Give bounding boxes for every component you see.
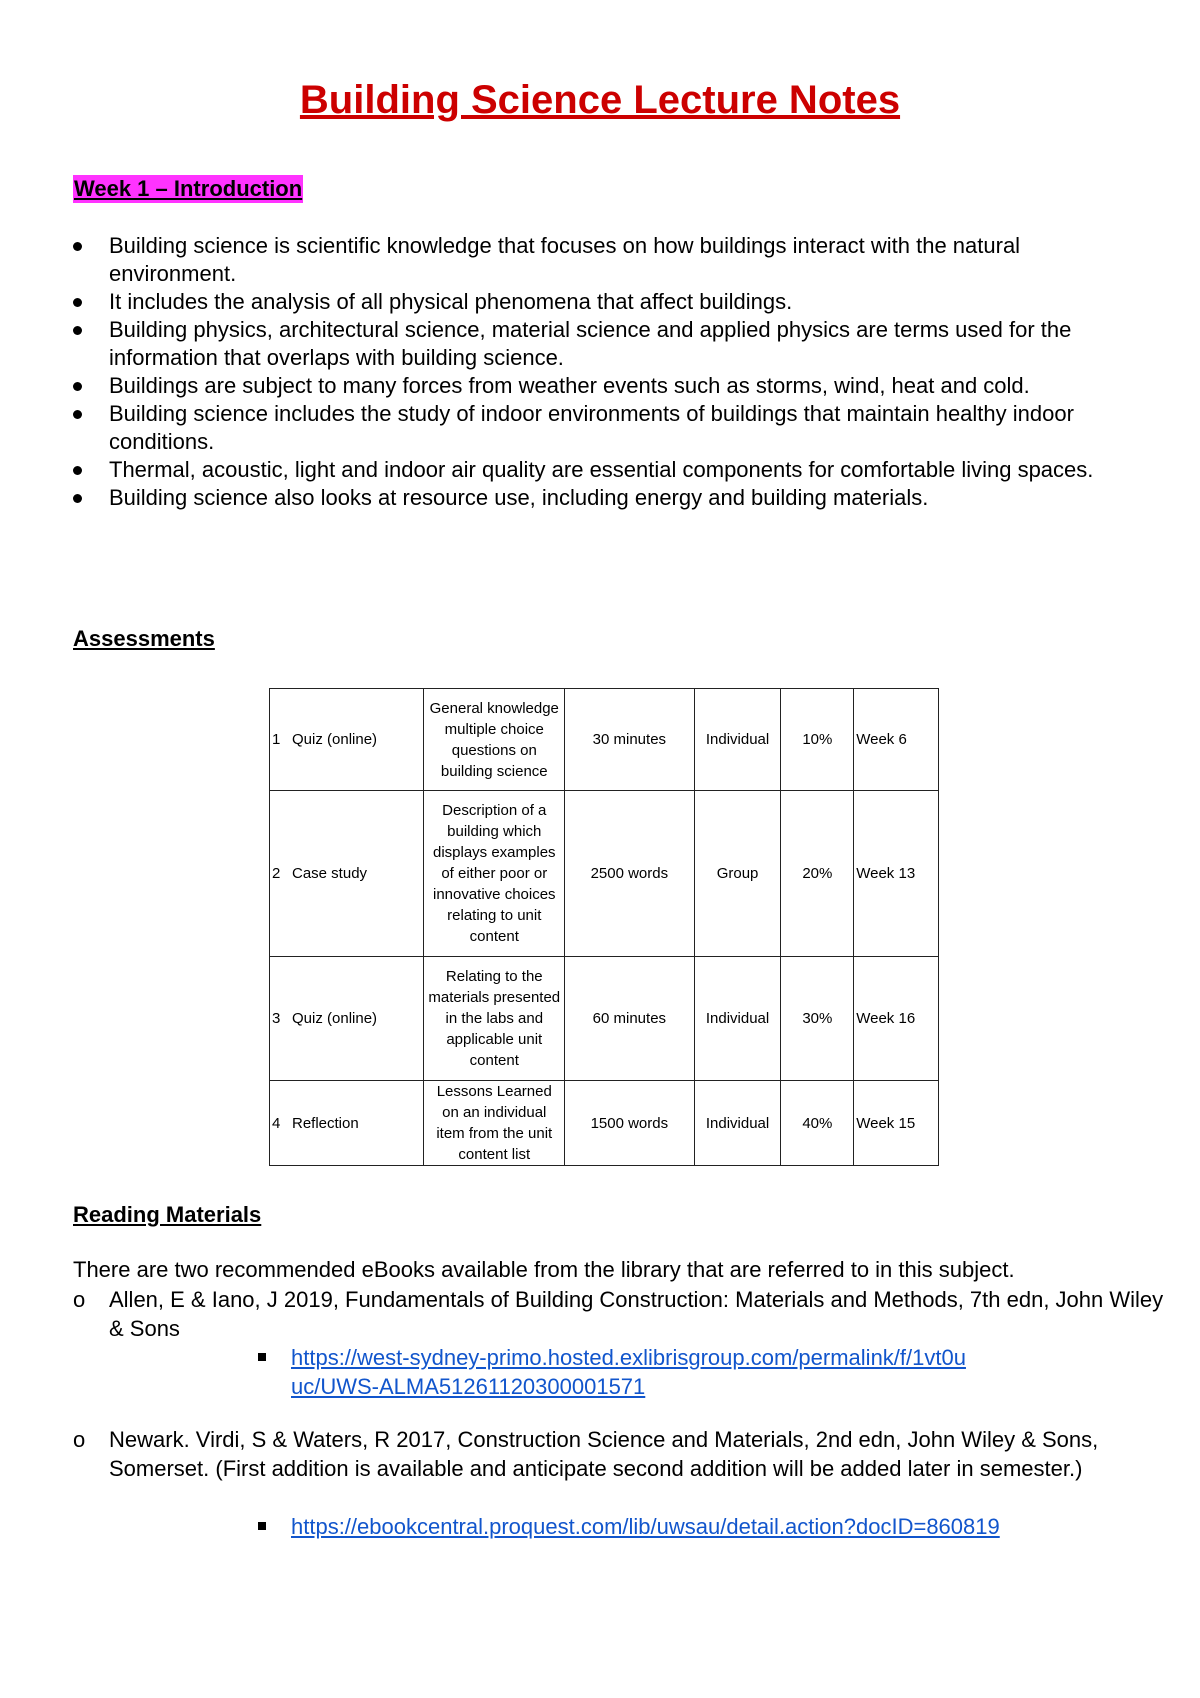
assessments-table: [269, 688, 939, 1166]
circle-bullet-icon: o: [73, 1287, 86, 1312]
assessment-weight: 10%: [781, 689, 854, 791]
assessments-heading: Assessments: [73, 626, 215, 651]
bullet-icon: [73, 298, 82, 307]
table-row: [270, 791, 939, 957]
reference-text: Newark. Virdi, S & Waters, R 2017, Construction Science and Materials, 2nd edn, John Wiley & Sons, Somerset. (First addition is available and anticipate second addition will be added later in semester.): [109, 1427, 1099, 1481]
table-row: [270, 689, 939, 791]
list-item: [73, 316, 1148, 372]
circle-bullet-icon: o: [73, 1427, 86, 1452]
assessment-name: Case study: [292, 865, 368, 882]
assessment-name-cell: [270, 689, 424, 791]
assessment-length: 2500 words: [565, 791, 695, 957]
reference-item: [73, 1425, 1169, 1483]
assessment-number: 2: [272, 865, 281, 882]
assessment-weight: 20%: [781, 791, 854, 957]
assessment-number: 4: [272, 1114, 281, 1132]
assessment-due: Week 16: [854, 957, 939, 1081]
bullet-icon: [73, 466, 82, 475]
assessment-description: General knowledge multiple choice questions on building science: [424, 689, 565, 791]
bullet-text: Building science includes the study of indoor environments of buildings that maintain healthy indoor conditions.: [109, 401, 1074, 454]
assessment-mode: Individual: [694, 689, 781, 791]
bullet-text: Building science is scientific knowledge that focuses on how buildings interact with the natural environment.: [109, 233, 1021, 286]
assessment-due: Week 13: [854, 791, 939, 957]
bullet-text: Buildings are subject to many forces from weather events such as storms, wind, heat and cold.: [109, 373, 1030, 398]
reference-item: [73, 1285, 1169, 1343]
assessment-name-cell: [270, 1081, 424, 1166]
assessment-weight: 40%: [781, 1081, 854, 1166]
assessment-name-cell: [270, 957, 424, 1081]
assessment-mode: Individual: [694, 1081, 781, 1166]
assessment-mode: Group: [694, 791, 781, 957]
assessment-length: 60 minutes: [565, 957, 695, 1081]
assessment-description: Description of a building which displays examples of either poor or innovative choices relating to unit content: [424, 791, 565, 957]
week1-heading: Week 1 – Introduction: [74, 176, 303, 201]
assessment-name-cell: [270, 791, 424, 957]
assessment-mode: Individual: [694, 957, 781, 1081]
reference-link-row: [255, 1512, 1111, 1541]
list-item: [73, 288, 1148, 316]
reading-materials-heading: Reading Materials: [73, 1202, 262, 1227]
reading-intro: There are two recommended eBooks available from the library that are referred to in this subject.: [73, 1257, 1015, 1282]
bullet-text: Building science also looks at resource use, including energy and building materials.: [109, 485, 929, 510]
list-item: [73, 372, 1148, 400]
week1-bullet-list: [73, 232, 1148, 512]
bullet-icon: [73, 410, 82, 419]
bullet-text: It includes the analysis of all physical phenomena that affect buildings.: [109, 289, 793, 314]
list-item: [73, 456, 1148, 484]
table-row: [270, 1081, 939, 1166]
assessment-weight: 30%: [781, 957, 854, 1081]
bullet-text: Building physics, architectural science, material science and applied physics are terms used for the information that overlaps with building science.: [109, 317, 1072, 370]
bullet-text: Thermal, acoustic, light and indoor air quality are essential components for comfortable living spaces.: [109, 457, 1094, 482]
assessment-description: Relating to the materials presented in the labs and applicable unit content: [424, 957, 565, 1081]
bullet-icon: [73, 242, 82, 251]
assessment-name: Reflection: [292, 1114, 359, 1132]
bullet-icon: [73, 494, 82, 503]
reference-link[interactable]: https://ebookcentral.proquest.com/lib/uwsau/detail.action?docID=860819: [291, 1514, 1000, 1539]
assessment-name: Quiz (online): [292, 1010, 378, 1027]
list-item: [73, 484, 1148, 512]
reference-text: Allen, E & Iano, J 2019, Fundamentals of Building Construction: Materials and Methods, 7th edn, John Wiley & Sons: [109, 1287, 1164, 1341]
square-bullet-icon: [258, 1353, 266, 1361]
table-row: [270, 957, 939, 1081]
bullet-icon: [73, 326, 82, 335]
assessment-due: Week 6: [854, 689, 939, 791]
list-item: [73, 400, 1148, 456]
assessment-name: Quiz (online): [292, 731, 378, 748]
assessment-length: 30 minutes: [565, 689, 695, 791]
bullet-icon: [73, 382, 82, 391]
assessment-description: Lessons Learned on an individual item from the unit content list: [424, 1081, 565, 1166]
assessment-due: Week 15: [854, 1081, 939, 1166]
assessment-number: 1: [272, 731, 281, 748]
reference-link[interactable]: https://west-sydney-primo.hosted.exlibrisgroup.com/permalink/f/1vt0uuc/UWS-ALMA51261120300001571: [291, 1345, 966, 1399]
reference-link-row: [255, 1343, 971, 1401]
document-title: Building Science Lecture Notes: [299, 78, 901, 122]
square-bullet-icon: [258, 1522, 266, 1530]
list-item: [73, 232, 1148, 288]
assessment-number: 3: [272, 1010, 281, 1027]
assessment-length: 1500 words: [565, 1081, 695, 1166]
